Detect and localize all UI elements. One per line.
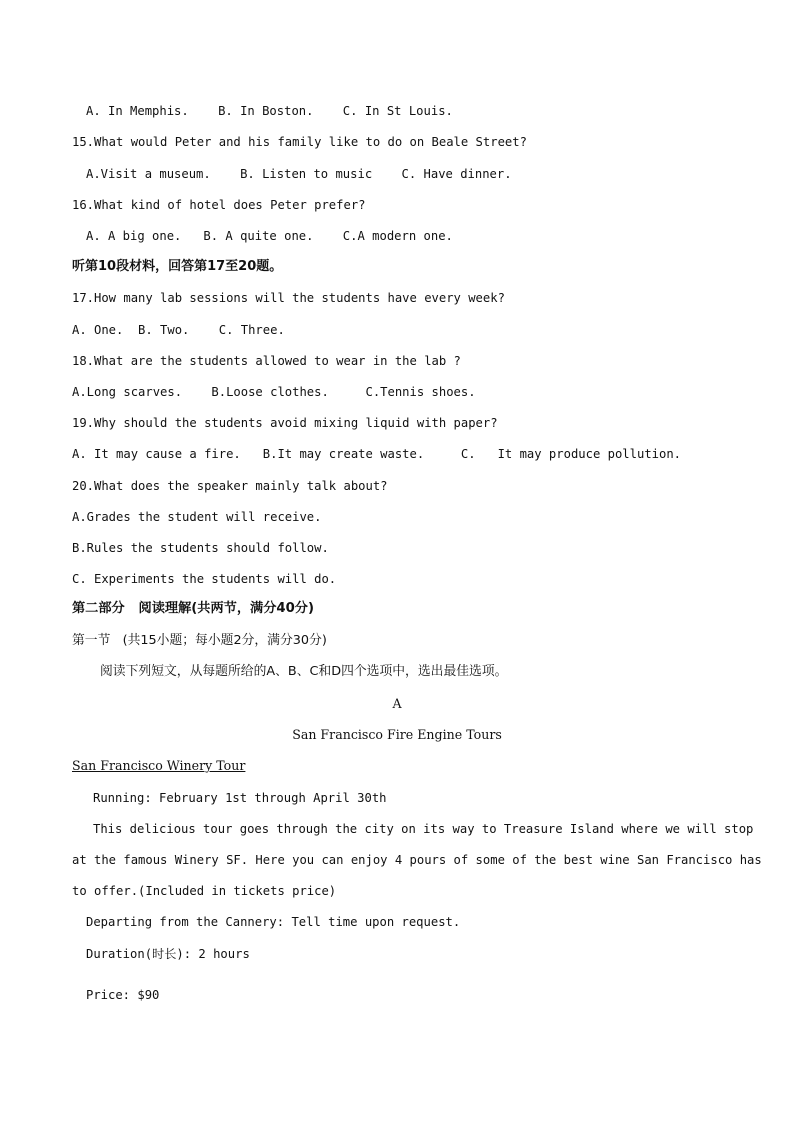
tour-departing: Departing from the Cannery: Tell time upon request.	[86, 915, 461, 929]
passage-label: A	[392, 696, 402, 711]
question-20: 20.What does the speaker mainly talk about?	[72, 479, 388, 493]
passage-title: San Francisco Fire Engine Tours	[292, 727, 502, 742]
question-16: 16.What kind of hotel does Peter prefer?	[72, 198, 366, 212]
reading-instruction: 阅读下列短文，从每题所给的A、B、C和D四个选项中，选出最佳选项。	[100, 664, 508, 679]
q16-options: A. A big one. B. A quite one. C.A modern one.	[86, 229, 453, 243]
q17-options: A. One. B. Two. C. Three.	[72, 323, 285, 337]
q20-option-b: B.Rules the students should follow.	[72, 541, 329, 555]
q15-options: A.Visit a museum. B. Listen to music C. Have dinner.	[86, 167, 512, 181]
q20-option-a: A.Grades the student will receive.	[72, 510, 322, 524]
section-10-instruction: 听第10段材料，回答第17至20题。	[72, 259, 283, 274]
reading-part-title: 第二部分 阅读理解(共两节，满分40分)	[72, 601, 314, 616]
q14-options: A. In Memphis. B. In Boston. C. In St Louis.	[86, 104, 453, 118]
question-18: 18.What are the students allowed to wear in the lab ?	[72, 354, 461, 368]
question-15: 15.What would Peter and his family like to do on Beale Street?	[72, 135, 527, 149]
tour-desc-line-2: at the famous Winery SF. Here you can enjoy 4 pours of some of the best wine San Francisco has	[72, 853, 762, 867]
tour-name: San Francisco Winery Tour	[72, 758, 246, 773]
q18-options: A.Long scarves. B.Loose clothes. C.Tennis shoes.	[72, 385, 476, 399]
q20-option-c: C. Experiments the students will do.	[72, 572, 337, 586]
tour-running: Running: February 1st through April 30th	[93, 791, 387, 805]
tour-desc-line-3: to offer.(Included in tickets price)	[72, 884, 337, 898]
question-17: 17.How many lab sessions will the students have every week?	[72, 291, 505, 305]
tour-price: Price: $90	[86, 988, 160, 1002]
reading-section-title: 第一节 (共15小题；每小题2分，满分30分)	[72, 633, 327, 648]
question-19: 19.Why should the students avoid mixing liquid with paper?	[72, 416, 498, 430]
tour-duration: Duration(时长): 2 hours	[86, 947, 250, 961]
q19-options: A. It may cause a fire. B.It may create waste. C. It may produce pollution.	[72, 447, 682, 461]
tour-desc-line-1: This delicious tour goes through the city on its way to Treasure Island where we will stop	[93, 822, 754, 836]
